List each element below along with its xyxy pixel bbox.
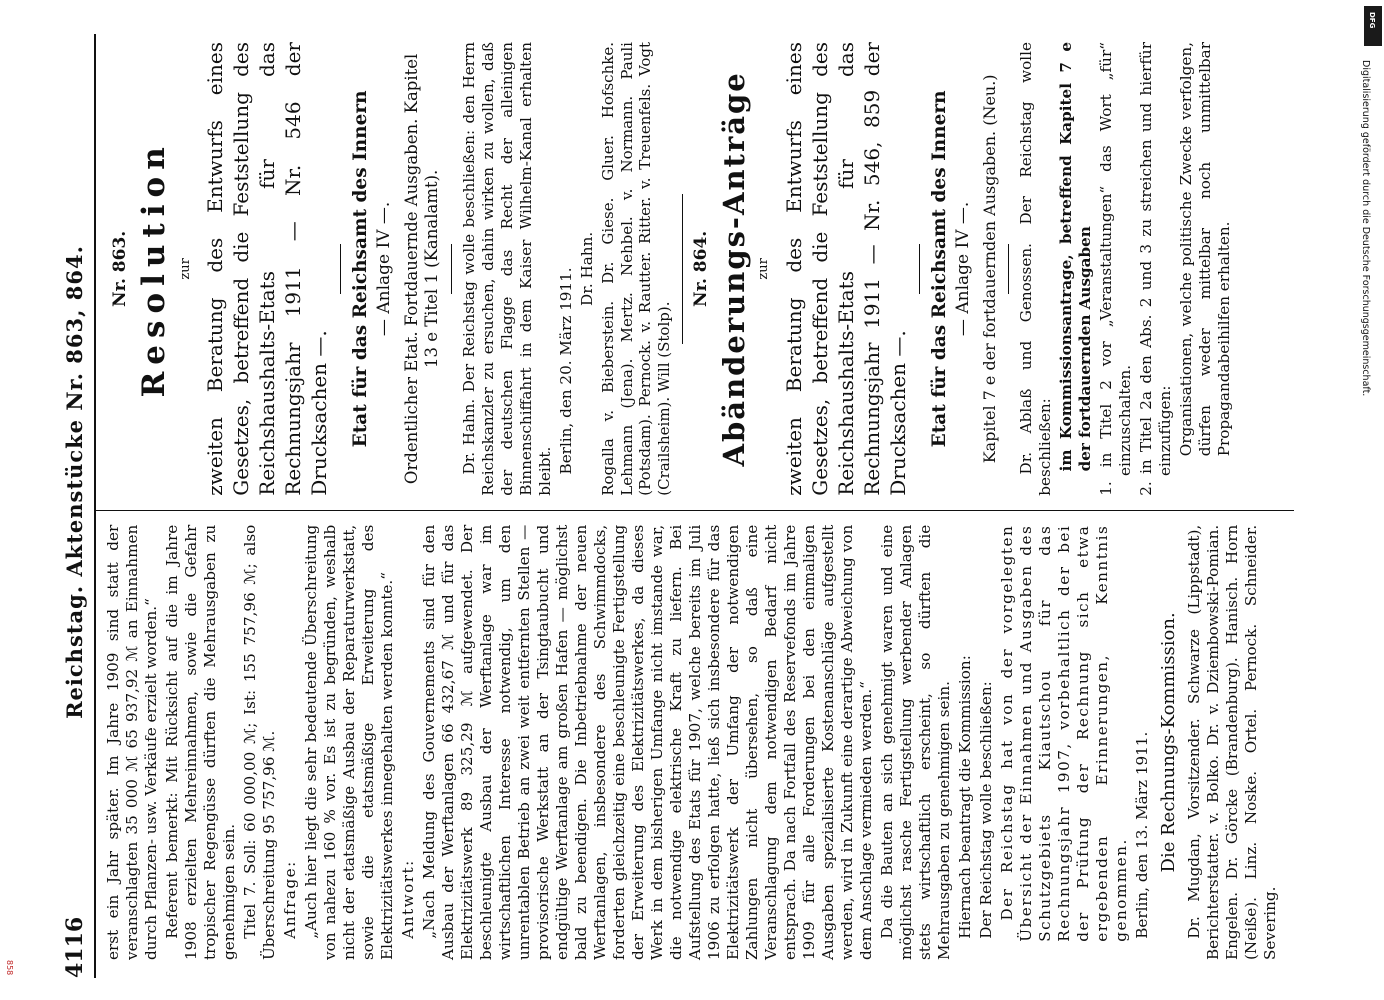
divider — [682, 194, 683, 344]
paragraph-hiernach: Hiernach beantragt die Kommission: — [956, 655, 974, 939]
anfrage-label: Anfrage: — [281, 860, 299, 939]
date-left: Berlin, den 13. März 1911. — [1133, 731, 1151, 939]
corner-page-mark — [4, 960, 16, 996]
hahn-antrag: Dr. Hahn. Der Reichstag wolle beschließen: den Herrn Reichskanzler zu ersuchen, dahin wirken zu wollen, daß der deutschen Flagge das Recht der alleinigen Binnenschiffahrt in dem Kaiser Wilhelm-Kanal erhalten bleibt. — [459, 42, 554, 496]
divider — [1008, 244, 1009, 294]
paragraph-titel7: Titel 7. Soll: 60 000,00 ℳ; Ist: 155 757,96 ℳ; also Überschreitung 95 757,96 ℳ. — [241, 524, 278, 960]
left-column — [96, 511, 1294, 978]
signature-hahn: Dr. Hahn. — [577, 231, 596, 306]
amendment-item-2: 2. in Titel 2a den Abs. 2 und 3 zu streichen und hierfür einzufügen: — [1137, 42, 1174, 496]
divider — [919, 244, 920, 294]
commission-name: Die Rechnungs-Kommission. — [1158, 612, 1179, 873]
two-column-body — [96, 34, 1294, 978]
lead-863: zweiten Beratung des Entwurfs eines Gesetzes, betreffend die Feststellung des Reichshaushalts-Etats für das Rechnungsjahr 1911 — Nr. 546 der Drucksachen —. — [203, 42, 332, 496]
date-863: Berlin, den 20. März 1911. — [556, 267, 575, 475]
anlage-2: — Anlage IV —. — [952, 201, 973, 337]
antwort-label: Antwort: — [399, 859, 417, 939]
page-header — [56, 34, 96, 978]
running-title: Reichstag. Aktenstücke Nr. 863, 864. — [62, 245, 87, 719]
etat-heading-1: Etat für das Reichsamt des Innern — [350, 90, 372, 448]
dfg-logo: DFG — [1364, 6, 1382, 46]
zur-1: zur — [178, 258, 193, 280]
commission-members: Dr. Mugdan, Vorsitzender. Schwarze (Lippstadt), Berichterstatter. v. Bolko. Dr. v. Dziembowski-Pomian. Engelen. Dr. Görcke (Brandenburg). Hanisch. Horn (Neiße). Linz. Noske. Ortel. Pernock. Schneider. Severing. — [1184, 524, 1279, 960]
kapitel-7e: Kapitel 7 e der fortdauernden Ausgaben. (Neu.) — [980, 74, 999, 464]
nr-864: Nr. 864. — [690, 230, 711, 307]
heading-abaenderungs-antraege: Abänderungs-Anträge — [717, 71, 752, 467]
paragraph-beschluss: Der Reichstag hat von der vorgelegten Übersicht der Einnahmen und Ausgaben des Schutzgebiets Kiautschou für das Rechnungsjahr 1907, vorbehaltlich der bei der Prüfung der Rechnung sich etwa ergebenden Erinnerungen, Kenntnis genommen. — [998, 524, 1130, 942]
anlage-1: — Anlage IV —. — [374, 201, 395, 337]
page-number: 4116 — [62, 916, 88, 978]
antwort-text: „Nach Meldung des Gouvernements sind für den Ausbau der Werftanlagen 66 432,67 ℳ und für das Elektrizitätswerk 89 325,29 ℳ aufgewendet. Der beschleunigte Ausbau der Werftanlage war im wirtschaftlichen Interesse notwendig, um den unrentablen Betrieb an zwei weit entfernten Stellen — provisorische Werkstatt an der Tsingtaubucht und endgültige Werftanlage am großen Hafen — möglichst bald zu beendigen. Die Inbetriebnahme der neuen Werftanlagen, insbesondere des Schwimmdocks, forderten gleichzeitig eine beschleunigte Fertigstellung der Erweiterung des Elektrizitätswerkes, da dieses Werk in dem bisherigen Umfange nicht imstande war, die notwendige elektrische Kraft zu liefern. Bei Aufstellung des Etats für 1907, welche bereits im Juli 1906 zu erfolgen hatte, ließ sich insbesondere für das Elektrizitätswerk der Umfang der notwendigen Zahlungen nicht übersehen, so daß eine Veranschlagung dem notwendigen Bedarf nicht entsprach. Da nach Fortfall des Reservefonds im Jahre 1909 für alle Forderungen bei den einmaligen Ausgaben spezialisierte Kostenanschläge aufgestellt werden, wird in Zukunft eine derartige Abweichung von dem Anschlage vermieden werden.“ — [420, 524, 875, 960]
lead-864: zweiten Beratung des Entwurfs eines Gesetzes, betreffend die Feststellung des Reichshaushalts-Etats für das Rechnungsjahr 1911 — Nr. 546, 859 der Drucksachen —. — [781, 42, 910, 496]
kommissionsantrag-ref: im Kommissionsantrage, betreffend Kapitel 7 e der fortdauernden Ausgaben — [1057, 42, 1094, 472]
zur-2: zur — [756, 258, 772, 280]
digitization-note — [1360, 60, 1378, 760]
ablass-antrag: Dr. Ablaß und Genossen. Der Reichstag wolle beschließen: — [1017, 42, 1054, 496]
anfrage-text: „Auch hier liegt die sehr bedeutende Überschreitung von nahezu 160 % vor. Es ist zu begründen, weshalb nicht der etatsmäßige Ausbau der Reparaturwerkstatt, sowie die etatsmäßige Erweiterung des Elektrizitätswerkes innegehalten werden konnte.“ — [302, 524, 396, 960]
paragraph-reichstag-beschliessen: Der Reichstag wolle beschließen: — [977, 681, 995, 939]
amendment-item-1: 1. in Titel 2 vor „Veranstaltungen“ das Wort „für“ einzuschalten. — [1097, 42, 1134, 496]
divider — [340, 244, 341, 294]
paragraph-einnahmen: erst ein Jahr später. Im Jahre 1909 sind statt der veranschlagten 35 000 ℳ 65 937,92 ℳ an Einnahmen durch Pflanzen- usw. Verkäufe erzielt worden.“ — [104, 524, 160, 960]
ordentlicher-etat: Ordentlicher Etat. Fortdauernde Ausgaben. Kapitel 13 e Titel 1 (Kanalamt). — [401, 53, 442, 485]
right-column — [96, 34, 1294, 511]
corner-page-mark-text: 858 — [5, 960, 14, 976]
heading-resolution: Resolution — [136, 140, 173, 398]
signatories-863: Rogalla v. Bieberstein. Dr. Giese. Gluer. Hofschke. Lehmann (Jena). Mertz. Nehbel. v. Normann. Pauli (Potsdam). Pernock. v. Rautter. Ritter. v. Treuenfels. Vogt (Crailsheim). Will (Stolp). — [598, 42, 674, 496]
divider — [451, 244, 452, 294]
nr-863: Nr. 863. — [110, 230, 130, 307]
paragraph-bauten: Da die Bauten an sich genehmigt waren und eine möglichst rasche Fertigstellung werbender Anlagen stets wirtschaftlich erscheint, so dürften die Mehrausgaben zu genehmigen sein. — [878, 524, 953, 960]
paragraph-referent: Referent bemerkt: Mit Rücksicht auf die im Jahre 1908 erzielten Mehreinnahmen, sowie die Gefahr tropischer Regengüsse dürften die Mehrausgaben zu genehmigen sein. — [163, 524, 238, 960]
digitization-note-text: Digitalisierung gefördert durch die Deutsche Forschungsgemeinschaft. — [1360, 60, 1371, 397]
amendment-list — [1057, 42, 1234, 496]
etat-heading-2: Etat für das Reichsamt des Innern — [928, 90, 950, 448]
amendment-item-2-text: Organisationen, welche politische Zwecke verfolgen, dürfen weder mittelbar noch unmittelbar Propagandabeihilfen erhalten. — [1177, 42, 1233, 457]
